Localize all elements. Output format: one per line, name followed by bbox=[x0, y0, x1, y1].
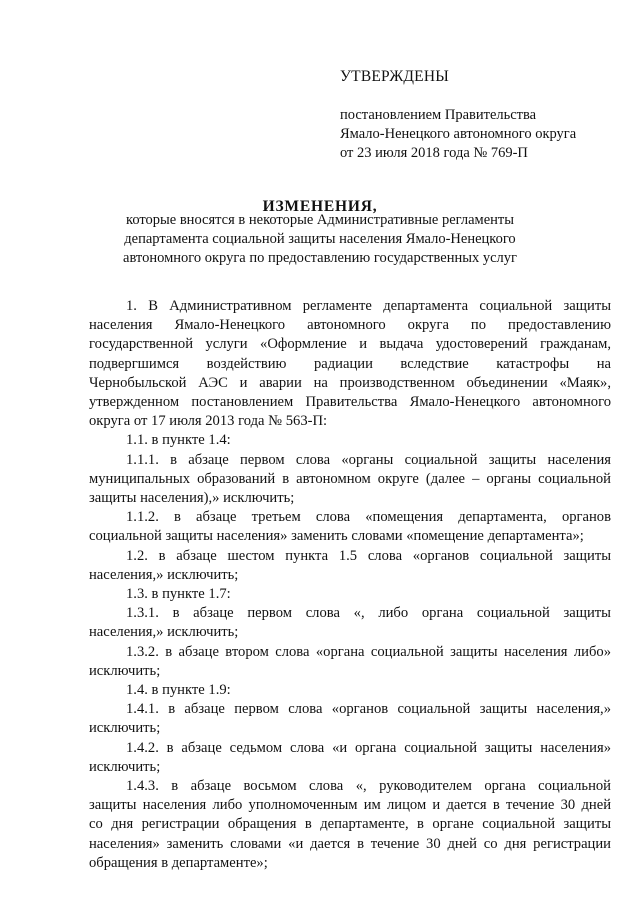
paragraph-line: социальной защиты населения» заменить словами «помещение департамента»; bbox=[89, 528, 584, 545]
body-paragraph bbox=[89, 547, 611, 585]
body-paragraph bbox=[89, 585, 611, 604]
paragraph-line: Чернобыльской АЭС и аварии на производственном объединении «Маяк», bbox=[89, 374, 611, 391]
body-paragraph bbox=[89, 643, 611, 681]
paragraph-line: 1.4.1. в абзаце первом слова «органов социальной защиты населения,» bbox=[126, 701, 611, 718]
body-paragraph bbox=[89, 431, 611, 450]
approval-line: постановлением Правительства bbox=[340, 107, 537, 123]
document-body bbox=[89, 297, 611, 873]
subtitle-line: департамента социальной защиты населения Ямало-Ненецкого bbox=[124, 231, 516, 247]
body-paragraph bbox=[89, 739, 611, 777]
paragraph-line: 1. В Административном регламенте департамента социальной защиты bbox=[126, 298, 611, 314]
paragraph-line: 1.4. в пункте 1.9: bbox=[126, 682, 231, 699]
paragraph-line: исключить; bbox=[89, 662, 161, 679]
paragraph-line: 1.1. в пункте 1.4: bbox=[126, 432, 231, 449]
paragraph-line: 1.1.2. в абзаце третьем слова «помещения департамента, органов bbox=[126, 509, 611, 526]
paragraph-line: 1.2. в абзаце шестом пункта 1.5 слова «органов социальной защиты bbox=[126, 547, 611, 564]
approval-block bbox=[340, 68, 620, 163]
paragraph-line: населения,» исключить; bbox=[89, 566, 239, 583]
paragraph-line: округа от 17 июля 2013 года № 563-П: bbox=[89, 413, 328, 430]
paragraph-line: исключить; bbox=[89, 720, 161, 737]
paragraph-line: защиты населения либо уполномоченным им лицом и дается в течение 30 дней bbox=[89, 797, 611, 814]
paragraph-line: защиты населения),» исключить; bbox=[89, 490, 295, 507]
paragraph-line: 1.3.1. в абзаце первом слова «, либо органа социальной защиты bbox=[126, 605, 611, 622]
document-subtitle bbox=[0, 211, 640, 268]
document-title: ИЗМЕНЕНИЯ, bbox=[262, 198, 378, 215]
paragraph-line: обращения в департаменте»; bbox=[89, 854, 268, 871]
paragraph-line: утвержденном постановлением Правительства Ямало-Ненецкого автономного bbox=[89, 394, 611, 411]
paragraph-line: 1.3.2. в абзаце втором слова «органа социальной защиты населения либо» bbox=[126, 643, 611, 660]
body-paragraph bbox=[89, 700, 611, 738]
paragraph-line: 1.4.3. в абзаце восьмом слова «, руководителем органа социальной bbox=[126, 778, 611, 795]
subtitle-line: автономного округа по предоставлению государственных услуг bbox=[123, 250, 517, 266]
paragraph-line: 1.3. в пункте 1.7: bbox=[126, 586, 231, 603]
body-paragraph bbox=[89, 604, 611, 642]
approval-line: от 23 июля 2018 года № 769-П bbox=[340, 145, 528, 161]
paragraph-line: населения» заменить словами «и дается в течение 30 дней со дня регистрации bbox=[89, 835, 611, 852]
paragraph-line: 1.1.1. в абзаце первом слова «органы социальной защиты населения bbox=[126, 451, 611, 468]
paragraph-line: населения Ямало-Ненецкого автономного округа по предоставлению bbox=[89, 317, 611, 334]
body-paragraph bbox=[89, 777, 611, 873]
body-paragraph bbox=[89, 297, 611, 431]
paragraph-line: исключить; bbox=[89, 758, 161, 775]
paragraph-line: населения,» исключить; bbox=[89, 624, 239, 641]
body-paragraph bbox=[89, 681, 611, 700]
body-paragraph bbox=[89, 451, 611, 509]
paragraph-line: со дня регистрации обращения в департаменте, в органе социальной защиты bbox=[89, 816, 611, 833]
approval-line: Ямало-Ненецкого автономного округа bbox=[340, 126, 577, 142]
paragraph-line: муниципальных образований в автономном округе (далее – органы социальной bbox=[89, 470, 611, 487]
paragraph-line: государственной услуги «Оформление и выдача удостоверений гражданам, bbox=[89, 336, 611, 353]
paragraph-line: подвергшимся воздействию радиации вследствие катастрофы на bbox=[89, 355, 611, 372]
approval-heading: УТВЕРЖДЕНЫ bbox=[340, 68, 449, 85]
subtitle-line: которые вносятся в некоторые Административные регламенты bbox=[126, 212, 514, 228]
paragraph-line: 1.4.2. в абзаце седьмом слова «и органа социальной защиты населения» bbox=[126, 739, 611, 756]
body-paragraph bbox=[89, 508, 611, 546]
